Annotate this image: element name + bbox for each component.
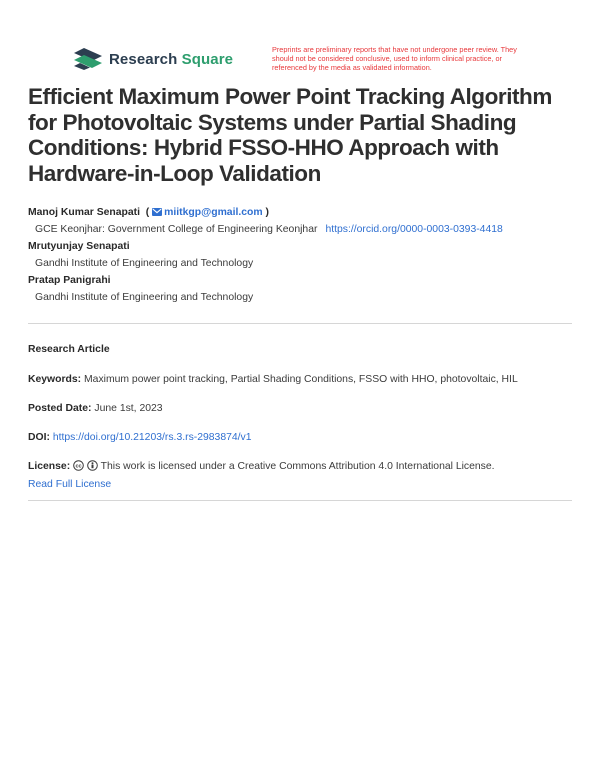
keywords-label: Keywords:: [28, 374, 82, 385]
creative-commons-icon: [73, 460, 84, 471]
research-square-logo[interactable]: [74, 48, 233, 70]
orcid-link[interactable]: https://orcid.org/0000-0003-0393-4418: [325, 224, 503, 235]
posted-date-value: June 1st, 2023: [94, 403, 163, 414]
author-name: Pratap Panigrahi: [28, 275, 111, 286]
svg-text:cc: cc: [75, 463, 82, 470]
research-square-logo-icon: [74, 48, 102, 70]
section-divider: [28, 500, 572, 501]
posted-date-line: [28, 401, 588, 417]
author-email-wrapper: ( miitkgp@gmail.com ): [142, 207, 269, 218]
author-name: Manoj Kumar Senapati ( miitkgp@gmail.com ): [28, 207, 269, 218]
license-line: [28, 459, 588, 475]
doi-link[interactable]: https://doi.org/10.21203/rs.3.rs-2983874/v1: [52, 432, 252, 443]
doi-label: DOI:: [28, 432, 50, 443]
envelope-icon: [152, 208, 162, 216]
article-type: Research Article: [28, 344, 110, 355]
paper-title: Efficient Maximum Power Point Tracking Algorithm for Photovoltaic Systems under Partial Shading Conditions: Hybrid FSSO-HHO Approach with Hardware-in-Loop Validation: [28, 84, 552, 186]
author-affiliation: GCE Keonjhar: Government College of Engineering Keonjhar https://orcid.org/0000-0003-0393-4418: [35, 224, 503, 235]
read-license-line: [28, 477, 588, 493]
posted-date-label: Posted Date:: [28, 403, 92, 414]
author-affiliation: Gandhi Institute of Engineering and Technology: [35, 258, 254, 269]
author-affiliation: Gandhi Institute of Engineering and Technology: [35, 292, 254, 303]
author-list: [28, 205, 588, 307]
doi-line: [28, 430, 588, 446]
attribution-icon: [87, 460, 98, 471]
keywords-value: Maximum power point tracking, Partial Shading Conditions, FSSO with HHO, photovoltaic, HIL: [84, 374, 518, 385]
section-divider: [28, 323, 572, 324]
author-email-link[interactable]: miitkgp@gmail.com: [152, 207, 262, 218]
keywords-line: [28, 372, 588, 388]
preprint-disclaimer: Preprints are preliminary reports that have not undergone peer review. They should not be considered conclusive, used to inform clinical practice, or referenced by the media as validated information.: [272, 45, 517, 72]
license-label: License:: [28, 461, 71, 472]
brand-name: Research Square: [109, 50, 234, 68]
read-full-license-link[interactable]: Read Full License: [28, 479, 112, 490]
author-name: Mrutyunjay Senapati: [28, 241, 130, 252]
license-text: This work is licensed under a Creative Commons Attribution 4.0 International License.: [100, 461, 495, 472]
